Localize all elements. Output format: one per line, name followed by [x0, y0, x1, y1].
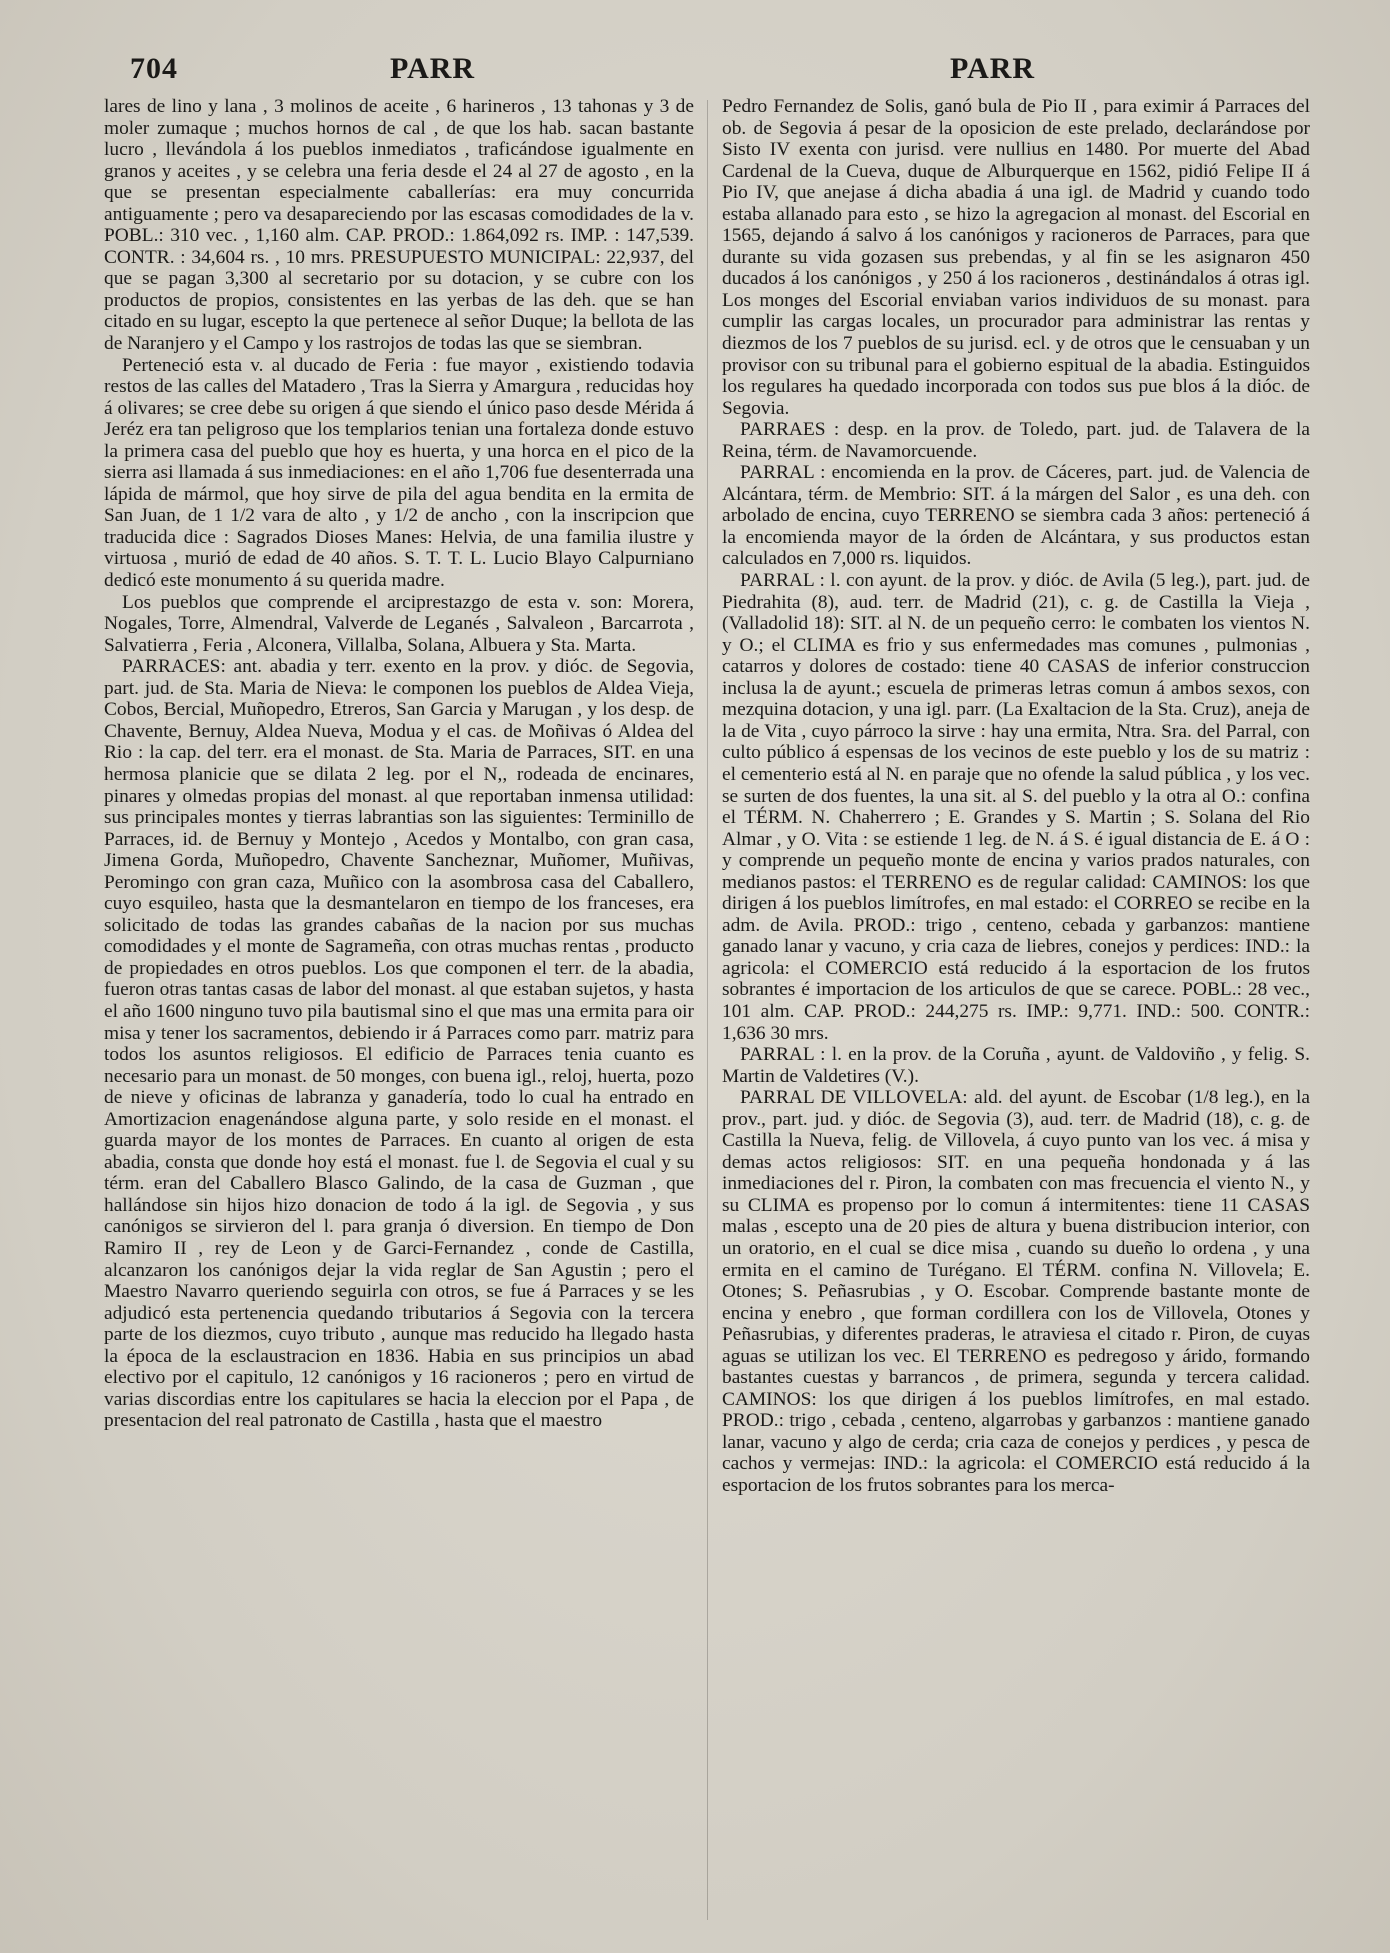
- entry-parral-coruna: PARRAL : l. en la prov. de la Coruña , ayunt. de Valdoviño , y felig. S. Martin de Valdetires (V.).: [722, 1044, 1310, 1087]
- entry-parral-caceres: PARRAL : encomienda en la prov. de Cáceres, part. jud. de Valencia de Alcántara, térm. de Membrio: SIT. á la márgen del Salor , es una deh. con arbolado de encina, cuyo TERRENO se siembra cada 3 años: perteneció á la encomienda mayor de la órden de Alcántara, y sus productos estan calculados en 7,000 rs. liquidos.: [722, 462, 1310, 570]
- right-column: [722, 96, 1310, 1931]
- entry-parraces: PARRACES: ant. abadia y terr. exento en la prov. y dióc. de Segovia, part. jud. de Sta. Maria de Nieva: le componen los pueblos de Aldea Vieja, Cobos, Bercial, Muñopedro, Etreros, San Garcia y Marugan , y los desp. de Chavente, Bernuy, Aldea Nueva, Modua y el cas. de Moñivas ó Aldea del Rio : la cap. del terr. era el monast. de Sta. Maria de Parraces, SIT. en una hermosa planicie que se dilata 2 leg. por el N,, rodeada de encinares, pinares y olmedas propias del monast. al que reportaban inmensa utilidad: sus principales montes y tierras labrantias son las siguientes: Terminillo de Parraces, id. de Bernuy y Montejo , Acedos y Montalbo, con gran casa, Jimena Gorda, Muñopedro, Chavente Sancheznar, Muñomer, Muñivas, Peromingo con gran caza, Muñico con la asombrosa casa del Caballero, cuyo esquileo, hasta que la desmantelaron en tiempo de los franceses, era solicitado de todas las grandes cabañas de la nacion por sus muchas comodidades y el monte de Sagrameña, con otras muchas rentas , producto de propiedades en otros pueblos. Los que componen el terr. de la abadia, fueron otras tantas casas de labor del monast. al que estaban sujetos, y hasta el año 1600 ninguno tuvo pila bautismal sino el que mas una ermita para oir misa y tener los sacramentos, debiendo ir á Parraces como parr. matriz para todos los asuntos religiosos. El edificio de Parraces tenia cuanto es necesario para un monast. de 50 monges, con buena igl., reloj, huerta, pozo de nieve y oficinas de labranza y ganadería, todo lo cual ha entrado en Amortizacion enagenándose alguna parte, y solo reside en el monast. el guarda mayor de los montes de Parraces. En cuanto al origen de esta abadia, consta que donde hoy está el monast. fue l. de Segovia el cual y su térm. eran del Caballero Blasco Galindo, de la casa de Guzman , que hallándose sin hijos hizo donacion de todo á la igl. de Segovia , y sus canónigos se sirvieron del l. para granja ó diversion. En tiempo de Don Ramiro II , rey de Leon y de Garci-Fernandez , conde de Castilla, alcanzaron los canónigos dejar la vida reglar de San Agustin ; pero el Maestro Navarro queriendo seguirla con otros, se fue á Parraces y se les adjudicó esta pertenencia quedando tributarios á Segovia con la tercera parte de los diezmos, cuyo tributo , aunque mas reducido ha llegado hasta la época de la esclaustracion en 1836. Habia en sus principios un abad electivo por el capitulo, 12 canónigos y 16 racioneros ; pero en virtud de varias discordias entre los capitulares se hacia la eleccion por el Papa , de presentacion del real patronato de Castilla , hasta que el maestro: [104, 656, 694, 1432]
- running-head-right: PARR: [950, 52, 1036, 85]
- column-divider: [707, 100, 708, 1920]
- running-head-left: PARR: [390, 52, 476, 85]
- paragraph: Perteneció esta v. al ducado de Feria : fue mayor , existiendo todavia restos de las calles del Matadero , Tras la Sierra y Amargura , reducidas hoy á olivares; se cree debe su origen á que siendo el único paso desde Mérida á Jeréz era tan peligroso que los templarios tenian una fortaleza donde estuvo la primera casa del pueblo que hoy es huerta, y una horca en el pico de la sierra asi llamada á sus inmediaciones: en el año 1,706 fue desenterrada una lápida de mármol, que hoy sirve de pila del agua bendita en la ermita de San Juan, de 1 1/2 vara de alto , y 1/2 de ancho , con la inscripcion que traducida dice : Sagrados Dioses Manes: Helvia, de una familia ilustre y virtuosa , murió de edad de 40 años. S. T. T. L. Lucio Blayo Calpurniano dedicó este monumento á su querida madre.: [104, 354, 694, 592]
- running-head: [0, 52, 1390, 92]
- paragraph: Los pueblos que comprende el arciprestazgo de esta v. son: Morera, Nogales, Torre, Almendral, Valverde de Leganés , Salvaleon , Barcarrota , Salvatierra , Feria , Alconera, Villalba, Solana, Albuera y Sta. Marta.: [104, 591, 694, 656]
- paragraph: lares de lino y lana , 3 molinos de aceite , 6 harineros , 13 tahonas y 3 de moler zumaque ; muchos hornos de cal , de que los hab. sacan bastante lucro , llevándola á los pueblos inmediatos , traficándose igualmente en granos y aceites , y se celebra una feria desde el 24 al 27 de agosto , en la que se presentan especialmente caballerías: era muy concurrida antiguamente ; pero va desapareciendo por las escasas comodidades de la v. POBL.: 310 vec. , 1,160 alm. CAP. PROD.: 1.864,092 rs. IMP. : 147,539. CONTR. : 34,604 rs. , 10 mrs. PRESUPUESTO MUNICIPAL: 22,937, del que se pagan 3,300 al secretario por su dotacion, y se cubre con los productos de propios, consistentes en las yerbas de las deh. que se han citado en su lugar, escepto la que pertenece al señor Duque; la bellota de las de Naranjero y el Campo y los rastrojos de todas las que se siembran.: [104, 96, 694, 355]
- entry-parraes: PARRAES : desp. en la prov. de Toledo, part. jud. de Talavera de la Reina, térm. de Navamorcuende.: [722, 419, 1310, 462]
- left-column: [104, 96, 694, 1931]
- paragraph: Pedro Fernandez de Solis, ganó bula de Pio II , para eximir á Parraces del ob. de Segovia á pesar de la oposicion de este prelado, declarándose por Sisto IV exenta con jurisd. vere nullius en 1480. Por muerte del Abad Cardenal de la Cueva, duque de Alburquerque en 1562, pidió Felipe II á Pio IV, que anejase á dicha abadia á una igl. de Madrid y cuando todo estaba allanado para esto , se hizo la agregacion al monast. del Escorial en 1565, dejando á salvo á los canónigos y racioneros de Parraces, para que durante su vida gozasen sus prebendas, y al fin se les asignaron 450 ducados á los canónigos , y 250 á los racioneros , destinándalos á otras igl. Los monges del Escorial enviaban varios individuos de su monast. para cumplir las cargas locales, un procurador para administrar las rentas y diezmos de los 7 pueblos de su jurisd. ecl. y de otros que le censuaban y un provisor con su tribunal para el gobierno espitual de la abadia. Estinguidos los regulares ha quedado incorporada con todos sus pue blos á la dióc. de Segovia.: [722, 96, 1310, 419]
- page-number: 704: [130, 52, 178, 85]
- entry-parral-avila: PARRAL : l. con ayunt. de la prov. y dióc. de Avila (5 leg.), part. jud. de Piedrahita (8), aud. terr. de Madrid (21), c. g. de Castilla la Vieja , (Valladolid 18): SIT. al N. de un pequeño cerro: le combaten los vientos N. y O.; el CLIMA es frio y sus enfermedades mas comunes , pulmonias , catarros y dolores de costado: tiene 40 CASAS de inferior construccion inclusa la de ayunt.; escuela de primeras letras comun á ambos sexos, con mezquina dotacion, y una igl. parr. (La Exaltacion de la Sta. Cruz), aneja de la de Vita , cuyo párroco la sirve : hay una ermita, Ntra. Sra. del Parral, con culto público á espensas de los vecinos de este pueblo y los de su matriz : el cementerio está al N. en paraje que no ofende la salud pública , y los vec. se surten de dos fuentes, la una sit. al S. del pueblo y la otra al O.: confina el TÉRM. N. Chaherrero ; E. Grandes y S. Martin ; S. Solana del Rio Almar , y O. Vita : se estiende 1 leg. de N. á S. é igual distancia de E. á O : y comprende un pequeño monte de encina y varios prados naturales, con medianos pastos: el TERRENO es de regular calidad: CAMINOS: los que dirigen á los pueblos limítrofes, en mal estado: el CORREO se recibe en la adm. de Avila. PROD.: trigo , centeno, cebada y garbanzos: mantiene ganado lanar y vacuno, y cria caza de liebres, conejos y perdices: IND.: la agricola: el COMERCIO está reducido á la esportacion de los frutos sobrantes é importacion de los articulos de que se carece. POBL.: 28 vec., 101 alm. CAP. PROD.: 244,275 rs. IMP.: 9,771. IND.: 500. CONTR.: 1,636 30 mrs.: [722, 570, 1310, 1044]
- entry-parral-de-villovela: PARRAL DE VILLOVELA: ald. del ayunt. de Escobar (1/8 leg.), en la prov., part. jud. y dióc. de Segovia (3), aud. terr. de Madrid (18), c. g. de Castilla la Nueva, felig. de Villovela, á cuyo punto van los vec. á misa y demas actos religiosos: SIT. en una pequeña hondonada y á las inmediaciones del r. Piron, la combaten con mas frecuencia el viento N., y su CLIMA es propenso por lo comun á intermitentes: tiene 11 CASAS malas , escepto una de 20 pies de altura y buena distribucion interior, con un oratorio, en el cual se dice misa , cuando su dueño lo ordena , y una ermita en el camino de Turégano. El TÉRM. confina N. Villovela; E. Otones; S. Peñasrubias , y O. Escobar. Comprende bastante monte de encina y enebro , que forman cordillera con los de Villovela, Otones y Peñasrubias, y diferentes praderas, le atraviesa el citado r. Piron, de cuyas aguas se utilizan los vec. El TERRENO es pedregoso y árido, formando bastantes cuestas y barrancos , de primera, segunda y tercera calidad. CAMINOS: los que dirigen á los pueblos limítrofes, en mal estado. PROD.: trigo , cebada , centeno, algarrobas y garbanzos : mantiene ganado lanar, vacuno y algo de cerda; cria caza de conejos y perdices , y pesca de cachos y vermejas: IND.: la agricola: el COMERCIO está reducido á la esportacion de los frutos sobrantes para los merca-: [722, 1087, 1310, 1496]
